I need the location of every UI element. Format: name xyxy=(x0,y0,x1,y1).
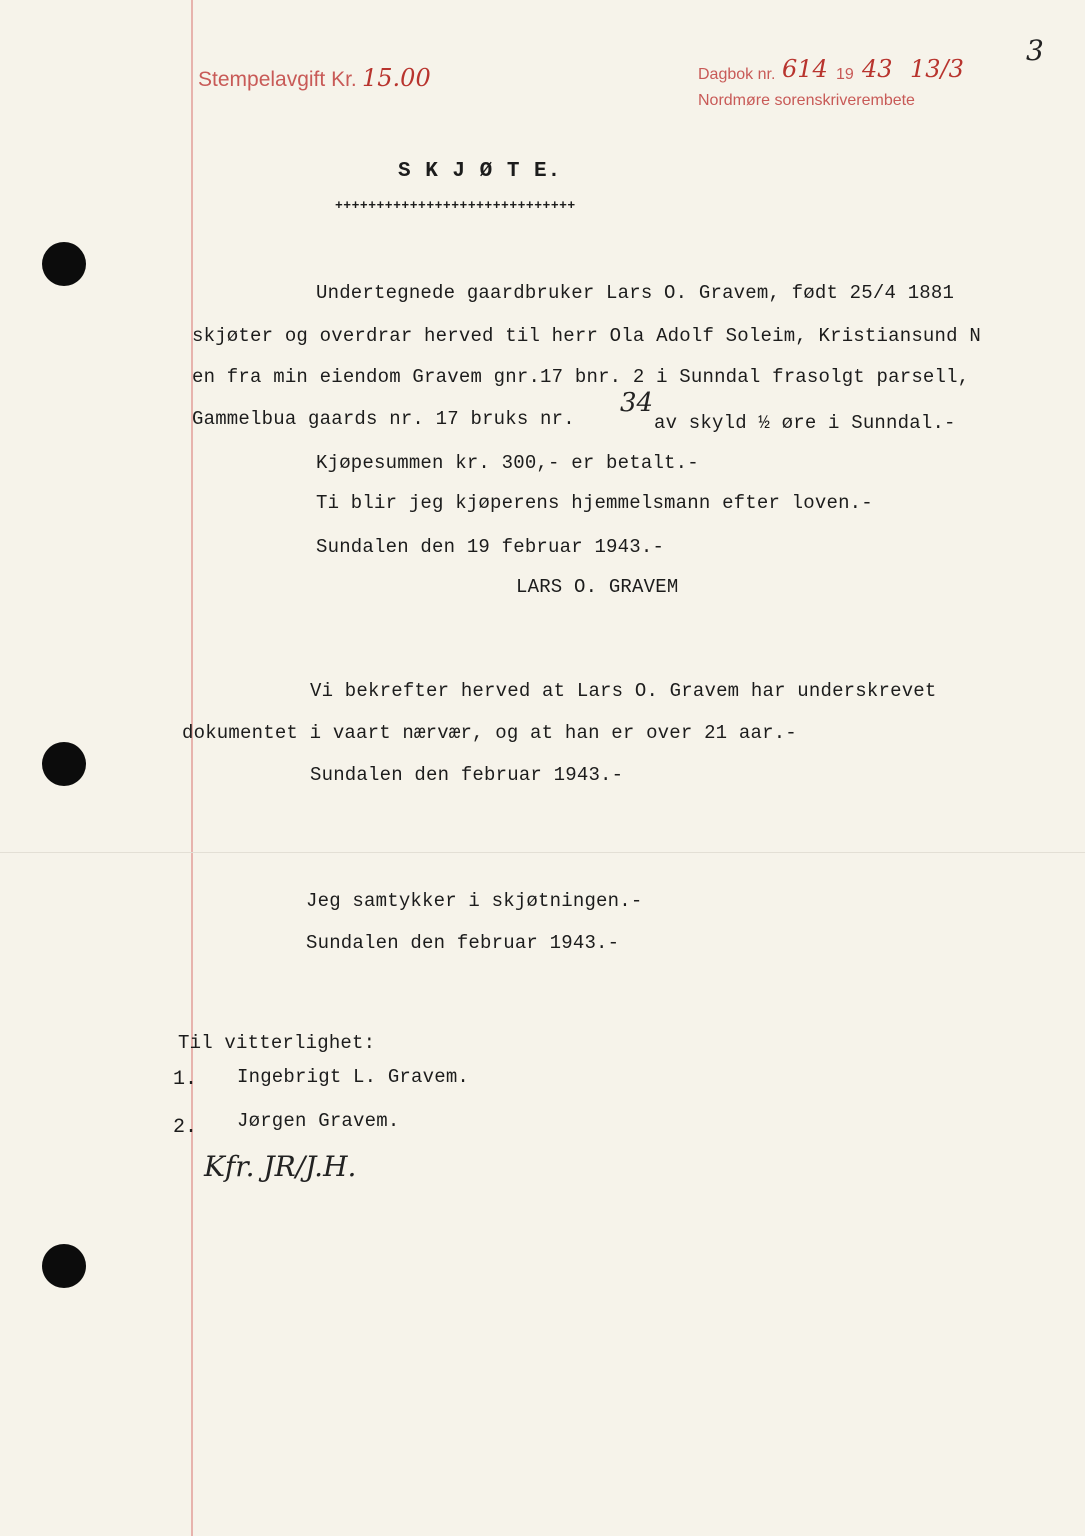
year-prefix: 19 xyxy=(836,66,854,83)
body-line: Sundalen den 19 februar 1943.- xyxy=(316,536,665,558)
stamp-fee-label: Stempelavgift Kr. xyxy=(198,68,357,91)
bruks-nr-handwritten: 34 xyxy=(620,388,654,418)
witness-number: 2. xyxy=(173,1116,198,1139)
witness-name: Jørgen Gravem. xyxy=(237,1110,400,1132)
fold-line xyxy=(0,852,1085,853)
body-line: Gammelbua gaards nr. 17 bruks nr. xyxy=(192,408,575,430)
consent-line: Jeg samtykker i skjøtningen.- xyxy=(306,890,643,912)
dagbok-label: Dagbok nr. xyxy=(698,66,776,83)
body-line: skjøter og overdrar herved til herr Ola Adolf Soleim, Kristiansund N xyxy=(192,325,981,347)
margin-line xyxy=(191,0,193,1536)
confirmation-line: Vi bekrefter herved at Lars O. Gravem har underskrevet xyxy=(310,680,937,702)
signature-name: LARS O. GRAVEM xyxy=(516,576,679,598)
page-number: 3 xyxy=(1026,34,1044,67)
body-line: Kjøpesummen kr. 300,- er betalt.- xyxy=(316,452,699,474)
witness-name: Ingebrigt L. Gravem. xyxy=(237,1066,470,1088)
consent-line: Sundalen den februar 1943.- xyxy=(306,932,620,954)
body-line: av skyld ½ øre i Sunndal.- xyxy=(654,412,956,434)
stamp-fee-amount: 15.00 xyxy=(362,64,431,92)
body-line: Ti blir jeg kjøperens hjemmelsmann efter loven.- xyxy=(316,492,873,514)
document-title: S K J Ø T E. xyxy=(398,160,562,183)
witness-number: 1. xyxy=(173,1068,198,1091)
witness-heading: Til vitterlighet: xyxy=(178,1032,376,1054)
year-suffix: 43 xyxy=(862,55,893,83)
punch-hole-middle xyxy=(42,742,86,786)
punch-hole-top xyxy=(42,242,86,286)
confirmation-line: dokumentet i vaart nærvær, og at han er over 21 aar.- xyxy=(182,722,797,744)
body-line: Undertegnede gaardbruker Lars O. Gravem, født 25/4 1881 xyxy=(316,282,955,304)
dagbok-number: 614 xyxy=(782,55,828,83)
entry-date: 13/3 xyxy=(910,55,964,83)
punch-hole-bottom xyxy=(42,1244,86,1288)
confirmation-line: Sundalen den februar 1943.- xyxy=(310,764,624,786)
office-stamp: Nordmøre sorenskriverembete xyxy=(698,92,915,109)
title-rule: +++++++++++++++++++++++++++++ xyxy=(335,198,576,213)
body-line: en fra min eiendom Gravem gnr.17 bnr. 2 i Sunndal frasolgt parsell, xyxy=(192,366,970,388)
clerk-initials: Kfr. JR/J.H. xyxy=(204,1150,357,1183)
